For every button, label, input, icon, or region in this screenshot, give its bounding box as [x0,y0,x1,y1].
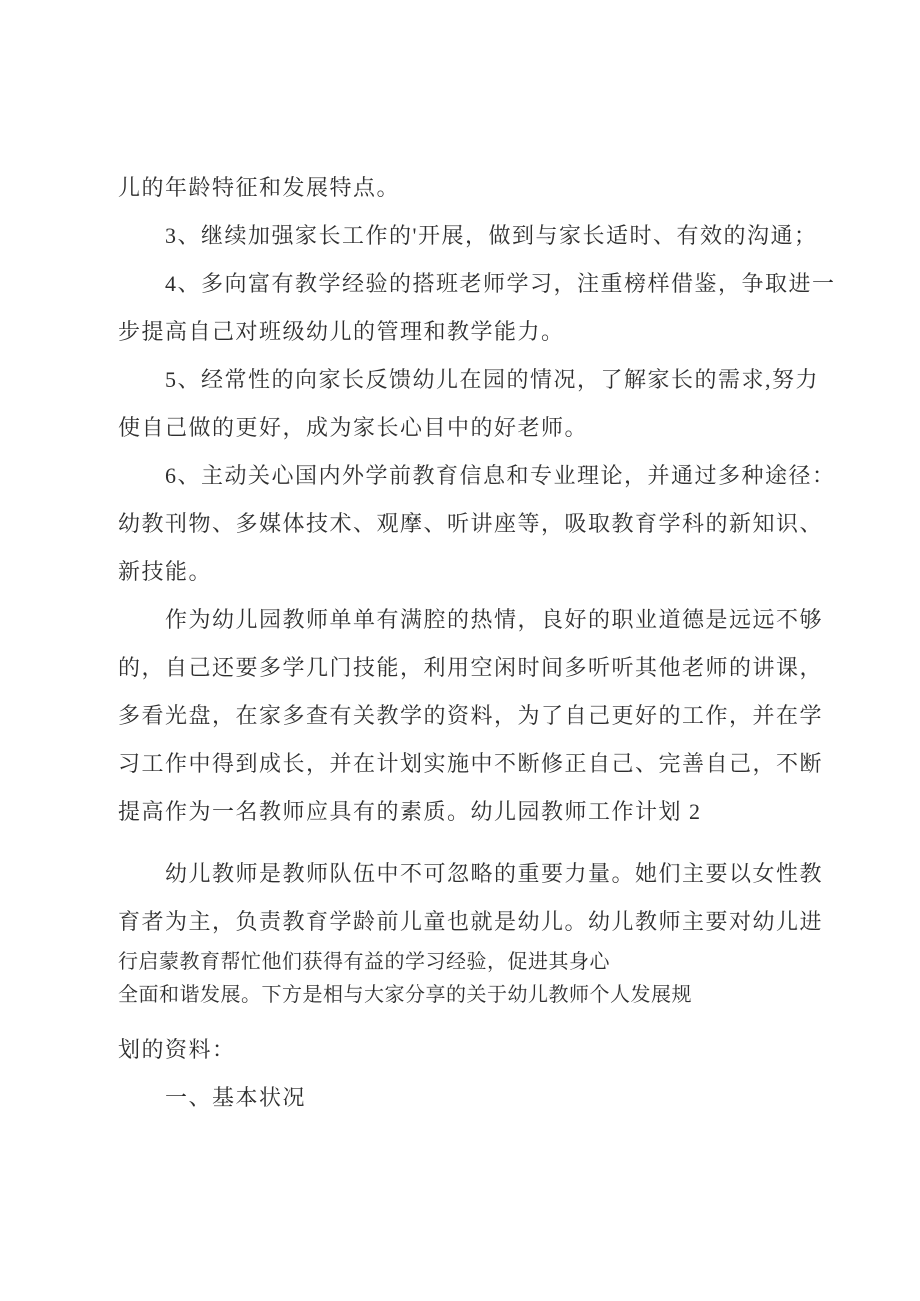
paragraph-line: 5、经常性的向家长反馈幼儿在园的情况，了解家长的需求,努力 [165,367,820,392]
paragraph-line: 育者为主，负责教育学龄前儿童也就是幼儿。幼儿教师主要对幼儿进 [118,909,824,934]
paragraph-line: 多看光盘，在家多查有关教学的资料，为了自己更好的工作，并在学 [118,703,824,728]
section-heading: 一、基本状况 [165,1085,307,1110]
paragraph-line: 新技能。 [118,559,213,584]
paragraph-line: 步提高自己对班级幼儿的管理和教学能力。 [118,319,565,344]
paragraph-line: 3、继续加强家长工作的'开展，做到与家长适时、有效的沟通； [165,223,818,248]
document-body [118,164,878,1122]
paragraph-line: 作为幼儿园教师单单有满腔的热情，良好的职业道德是远远不够 [165,607,824,632]
paragraph-line: 儿的年龄特征和发展特点。 [118,175,401,200]
paragraph-line: 提高作为一名教师应具有的素质。幼儿园教师工作计划 2 [118,799,702,824]
paragraph-line: 使自己做的更好，成为家长心目中的好老师。 [118,415,589,440]
paragraph-line: 6、主动关心国内外学前教育信息和专业理论，并通过多种途径： [165,463,836,488]
paragraph-line: 习工作中得到成长，并在计划实施中不断修正自己、完善自己，不断 [118,751,824,776]
paragraph-line: 行启蒙教育帮忙他们获得有益的学习经验，促进其身心 [118,951,610,973]
paragraph-line: 全面和谐发展。下方是相与大家分享的关于幼儿教师个人发展规 [118,984,692,1006]
paragraph-line: 幼教刊物、多媒体技术、观摩、听讲座等，吸取教育学科的新知识、 [118,511,824,536]
paragraph-line: 4、多向富有教学经验的搭班老师学习，注重榜样借鉴，争取进一 [165,271,836,296]
paragraph-line: 划的资料： [118,1037,236,1062]
paragraph-line: 幼儿教师是教师队伍中不可忽略的重要力量。她们主要以女性教 [165,861,824,886]
paragraph-line: 的，自己还要多学几门技能，利用空闲时间多听听其他老师的讲课， [118,655,824,680]
